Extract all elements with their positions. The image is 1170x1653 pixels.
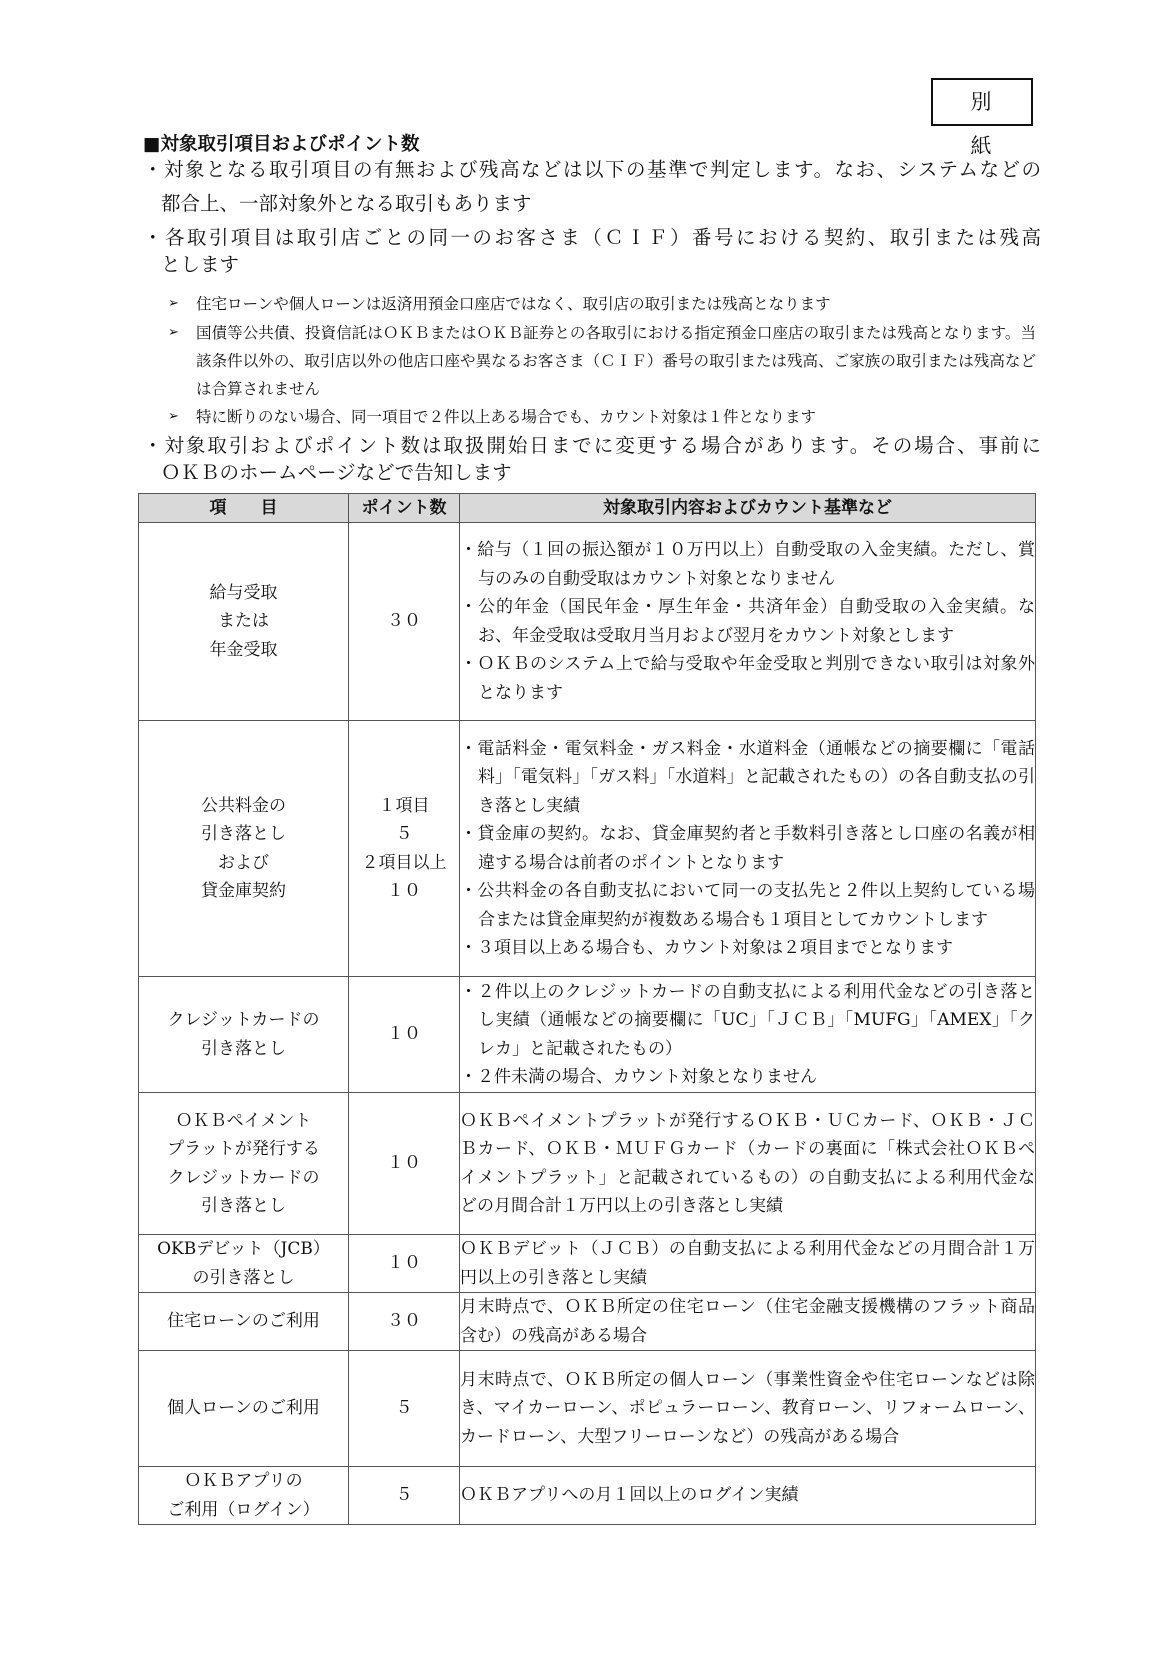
item-text: 年金受取 [209,639,278,660]
intro-note-1-text: 住宅ローンや個人ローンは返済用預金口座店ではなく、取引店の取引または残高となります [196,295,831,313]
item-cell [139,1293,349,1351]
arrow-bullet-icon: ➢ [168,296,179,311]
description-text: ＯＫＢペイメントプラットが発行するＯＫＢ・ＵＣカード、ＯＫＢ・ＪＣＢカード、ＯＫＢ・ＭＵＦＧカード（カードの裏面に「株式会社ＯＫＢペイメントプラット」と記載されているもの）の自動支払による利用代金などの月間合計１万円以上の引き落とし実績 [460,1110,1035,1216]
intro-bullet-3-line-2: ＯＫＢのホームページなどで告知します [161,461,512,484]
description-text: ＯＫＢアプリへの月１回以上のログイン実績 [460,1485,799,1506]
description-item: ・貸金庫の契約。なお、貸金庫契約者と手数料引き落とし口座の名義が相違する場合は前者のポイントとなります [460,824,1035,873]
points-cell [349,1293,460,1351]
table-row [139,977,1036,1093]
points-value: ５ [395,1398,413,1419]
intro-note-1 [166,290,1036,318]
description-cell [460,1351,1036,1467]
points-cell [349,1235,460,1293]
points-cell [349,1093,460,1235]
description-cell [460,1093,1036,1235]
item-text: 貸金庫契約 [201,881,286,901]
description-item: ・ＯＫＢのシステム上で給与受取や年金受取と判別できない取引は対象外となります [460,654,1035,703]
item-text: 引き落とし [201,1196,286,1216]
description-cell [460,1467,1036,1525]
points-table [138,493,1036,1525]
intro-note-2 [166,319,1036,403]
description-cell [460,1235,1036,1293]
points-value: １項目 [378,795,430,816]
description-item: ・電話料金・電気料金・ガス料金・水道料金（通帳などの摘要欄に「電話料」「電気料」「ガス料」「水道料」と記載されたもの）の各自動支払の引き落とし実績 [460,738,1035,816]
description-item: ・２件以上のクレジットカードの自動支払による利用代金などの引き落とし実績（通帳などの摘要欄に「UC」「ＪＣＢ」「MUFG」「AMEX」「クレカ」と記載されたもの） [460,981,1035,1059]
intro-bullet-3-line-1: ・対象取引およびポイント数は取扱開始日までに変更する場合があります。その場合、事前に [143,434,1041,457]
arrow-bullet-icon: ➢ [168,325,179,340]
header-item: 項 目 [139,494,349,523]
description-item: ・公的年金（国民年金・厚生年金・共済年金）自動受取の入金実績。なお、年金受取は受取月当月および翌月をカウント対象とします [460,597,1035,646]
points-value: ５ [395,1485,413,1506]
description-cell [460,1293,1036,1351]
table-row [139,523,1036,721]
intro-note-3-text: 特に断りのない場合、同一項目で２件以上ある場合でも、カウント対象は１件となります [196,408,817,426]
item-text: の引き落とし [192,1267,295,1288]
intro-note-2-text: 国債等公共債、投資信託はＯＫＢまたはＯＫＢ証券との各取引における指定預金口座店の取引または残高となります。当該条件以外の、取引店以外の他店口座や異なるお客さま（ＣＩＦ）番号の取引または残高、ご家族の取引または残高などは合算されません [196,324,1036,398]
table-row [139,1235,1036,1293]
item-cell [139,1351,349,1467]
section-heading: ■対象取引項目およびポイント数 [143,134,420,155]
description-cell [460,977,1036,1093]
intro-note-3 [166,403,1036,431]
item-text: ご利用（ログイン） [167,1499,320,1520]
description-item: ・２件未満の場合、カウント対象となりません [460,1067,817,1087]
header-description: 対象取引内容およびカウント基準など [460,494,1036,523]
description-text: ＯＫＢデビット（ＪＣＢ）の自動支払による利用代金などの月間合計１万円以上の引き落とし実績 [460,1239,1035,1288]
item-text: ＯＫＢペイメント [175,1110,312,1131]
points-cell [349,523,460,721]
item-cell [139,523,349,721]
item-text: 引き落とし [201,1038,286,1059]
item-text: プラットが発行する [167,1139,320,1159]
item-text: または [218,611,269,632]
points-value: １０ [387,1153,421,1174]
item-text: OKBデビット（JCB） [157,1239,330,1259]
description-item: ・３項目以上ある場合も、カウント対象は２項目までとなります [460,938,953,958]
table-row [139,1351,1036,1467]
item-text: および [218,852,269,873]
item-cell [139,1467,349,1525]
points-value: １０ [387,1024,421,1045]
table-row [139,1467,1036,1525]
intro-bullet-1-line-2: 都合上、一部対象外となる取引もあります [161,192,532,215]
item-text: クレジットカードの [167,1167,320,1188]
item-text: 給与受取 [209,582,278,603]
item-cell [139,1235,349,1293]
arrow-bullet-icon: ➢ [168,409,179,424]
points-cell [349,1351,460,1467]
points-cell [349,721,460,977]
description-cell [460,523,1036,721]
item-cell [139,721,349,977]
item-text: 公共料金の [201,795,286,816]
table-row [139,1293,1036,1351]
intro-bullet-2-line-1: ・各取引項目は取引店ごとの同一のお客さま（ＣＩＦ）番号における契約、取引または残高 [143,226,1041,249]
table-row [139,721,1036,977]
points-value: ５ [395,824,413,844]
points-value: １０ [387,881,421,901]
points-cell [349,1467,460,1525]
intro-bullet-2-line-2: とします [161,253,240,276]
description-item: ・給与（１回の振込額が１０万円以上）自動受取の入金実績。ただし、賞与のみの自動受取はカウント対象となりません [460,540,1035,589]
item-text: ＯＫＢアプリの [184,1471,303,1491]
item-text: クレジットカードの [167,1010,320,1030]
description-cell [460,721,1036,977]
description-text: 月末時点で、ＯＫＢ所定の住宅ローン（住宅金融支援機構のフラット商品含む）の残高がある場合 [460,1297,1035,1346]
attachment-stamp: 別 紙 [931,78,1033,126]
points-cell [349,977,460,1093]
points-value: １０ [387,1253,421,1274]
intro-bullet-1-line-1: ・対象となる取引項目の有無および残高などは以下の基準で判定します。なお、システムなどの [143,158,1041,181]
table-header-row [139,494,1036,523]
description-text: 月末時点で、ＯＫＢ所定の個人ローン（事業性資金や住宅ローンなどは除き、マイカーローン、ポピュラーローン、教育ローン、リフォームローン、カードローン、大型フリーローンなど）の残高がある場合 [460,1369,1035,1447]
table-row [139,1093,1036,1235]
points-value: ２項目以上 [361,852,447,873]
item-cell [139,977,349,1093]
item-text: 住宅ローンのご利用 [167,1311,320,1332]
description-item: ・公共料金の各自動支払において同一の支払先と２件以上契約している場合または貸金庫契約が複数ある場合も１項目としてカウントします [460,881,1035,930]
item-text: 引き落とし [201,824,286,844]
item-cell [139,1093,349,1235]
points-value: ３０ [387,1311,421,1332]
header-points: ポイント数 [349,494,460,523]
points-value: ３０ [387,611,421,632]
item-text: 個人ローンのご利用 [167,1398,320,1419]
